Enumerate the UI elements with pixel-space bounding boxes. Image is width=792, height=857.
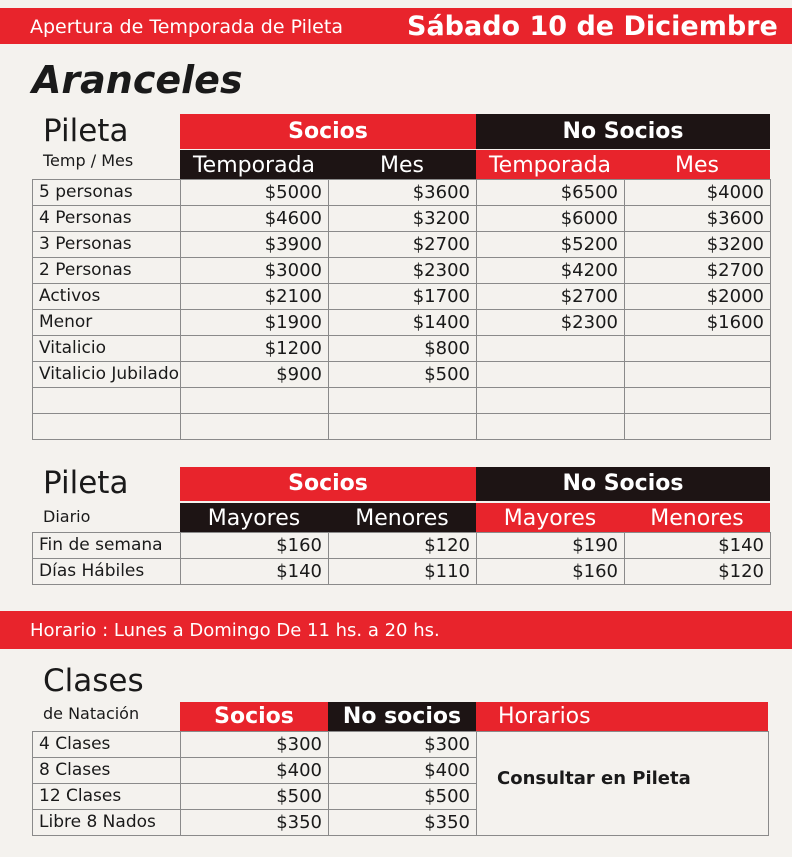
table-row <box>33 310 771 336</box>
col-header-socios: Socios <box>180 702 328 731</box>
row-label: Vitalicio Jubilado <box>33 362 181 388</box>
clases-subtitle: de Natación <box>43 704 140 723</box>
hours-banner <box>0 611 792 649</box>
group-no-socios-header: No Socios <box>476 114 770 149</box>
price-cell <box>625 336 771 362</box>
table-row <box>33 559 771 585</box>
price-cell: $500 <box>329 362 477 388</box>
price-cell <box>625 388 771 414</box>
price-cell: $3200 <box>625 232 771 258</box>
price-cell <box>329 414 477 440</box>
price-cell: $160 <box>477 559 625 585</box>
header-date: Sábado 10 de Diciembre <box>407 11 778 42</box>
table-row <box>33 533 771 559</box>
horarios-note: Consultar en Pileta <box>497 768 691 789</box>
pileta-diario-subtitle: Diario <box>43 507 91 526</box>
pileta-diario-title: Pileta <box>43 465 129 501</box>
price-cell: $190 <box>477 533 625 559</box>
row-label: 4 Personas <box>33 206 181 232</box>
price-cell: $3600 <box>329 180 477 206</box>
price-cell: $900 <box>181 362 329 388</box>
row-label: Vitalicio <box>33 336 181 362</box>
price-cell <box>477 336 625 362</box>
price-cell: $3200 <box>329 206 477 232</box>
price-cell: $1200 <box>181 336 329 362</box>
table-row <box>33 414 771 440</box>
price-cell: $2700 <box>625 258 771 284</box>
header-subtitle: Apertura de Temporada de Pileta <box>30 16 343 38</box>
price-cell: $2700 <box>329 232 477 258</box>
table-row <box>33 206 771 232</box>
price-cell: $110 <box>329 559 477 585</box>
row-label: 5 personas <box>33 180 181 206</box>
row-label <box>33 414 181 440</box>
group-no-socios-header: No Socios <box>476 467 770 501</box>
table-row <box>33 232 771 258</box>
price-cell: $2300 <box>477 310 625 336</box>
pileta-mes-subtitle: Temp / Mes <box>43 151 134 170</box>
row-label: Libre 8 Nados <box>33 810 181 836</box>
group-socios-header: Socios <box>180 467 476 501</box>
price-cell: $2000 <box>625 284 771 310</box>
table-row <box>33 336 771 362</box>
page-title: Aranceles <box>32 58 243 102</box>
price-cell: $3600 <box>625 206 771 232</box>
col-header-mes: Mes <box>624 150 770 179</box>
row-label: Activos <box>33 284 181 310</box>
price-cell <box>477 388 625 414</box>
price-cell <box>625 414 771 440</box>
price-cell <box>181 388 329 414</box>
price-cell: $2300 <box>329 258 477 284</box>
table-row <box>33 388 771 414</box>
table-row <box>33 362 771 388</box>
row-label: 12 Clases <box>33 784 181 810</box>
price-cell: $3900 <box>181 232 329 258</box>
hours-text: Horario : Lunes a Domingo De 11 hs. a 20 hs. <box>30 620 440 641</box>
pileta-diario-table <box>32 532 771 585</box>
price-cell: $500 <box>329 784 477 810</box>
row-label: 2 Personas <box>33 258 181 284</box>
table-row <box>33 180 771 206</box>
col-header-mayores: Mayores <box>180 503 328 532</box>
price-cell <box>477 414 625 440</box>
price-cell: $2100 <box>181 284 329 310</box>
row-label: 8 Clases <box>33 758 181 784</box>
table-row <box>33 258 771 284</box>
pileta-mes-title: Pileta <box>43 113 129 149</box>
row-label: Fin de semana <box>33 533 181 559</box>
price-cell: $120 <box>329 533 477 559</box>
price-cell: $1900 <box>181 310 329 336</box>
price-cell: $500 <box>181 784 329 810</box>
price-cell: $140 <box>181 559 329 585</box>
col-header-temporada: Temporada <box>180 150 328 179</box>
price-cell <box>329 388 477 414</box>
row-label: 4 Clases <box>33 732 181 758</box>
price-cell: $120 <box>625 559 771 585</box>
col-header-mes: Mes <box>328 150 476 179</box>
price-cell: $1700 <box>329 284 477 310</box>
price-cell: $300 <box>181 732 329 758</box>
row-label: Menor <box>33 310 181 336</box>
price-cell: $350 <box>329 810 477 836</box>
price-cell: $400 <box>181 758 329 784</box>
price-cell: $4000 <box>625 180 771 206</box>
price-cell <box>181 414 329 440</box>
price-cell: $1400 <box>329 310 477 336</box>
price-cell: $160 <box>181 533 329 559</box>
price-cell: $6000 <box>477 206 625 232</box>
clases-title: Clases <box>43 663 144 699</box>
price-cell: $4200 <box>477 258 625 284</box>
col-header-temporada: Temporada <box>476 150 624 179</box>
group-socios-header: Socios <box>180 114 476 149</box>
pileta-mes-table <box>32 179 771 440</box>
row-label: Días Hábiles <box>33 559 181 585</box>
price-cell: $6500 <box>477 180 625 206</box>
price-cell: $3000 <box>181 258 329 284</box>
price-cell: $2700 <box>477 284 625 310</box>
price-cell: $140 <box>625 533 771 559</box>
col-header-menores: Menores <box>328 503 476 532</box>
col-header-no-socios: No socios <box>328 702 476 731</box>
header-banner <box>0 8 792 44</box>
price-cell: $5200 <box>477 232 625 258</box>
col-header-horarios: Horarios <box>476 702 768 731</box>
price-cell: $350 <box>181 810 329 836</box>
row-label: 3 Personas <box>33 232 181 258</box>
price-cell: $5000 <box>181 180 329 206</box>
table-row <box>33 732 769 758</box>
price-cell: $300 <box>329 732 477 758</box>
col-header-menores: Menores <box>624 503 770 532</box>
row-label <box>33 388 181 414</box>
price-cell <box>477 362 625 388</box>
price-cell: $800 <box>329 336 477 362</box>
price-cell: $1600 <box>625 310 771 336</box>
price-cell: $400 <box>329 758 477 784</box>
col-header-mayores: Mayores <box>476 503 624 532</box>
price-cell: $4600 <box>181 206 329 232</box>
table-row <box>33 284 771 310</box>
price-cell <box>625 362 771 388</box>
